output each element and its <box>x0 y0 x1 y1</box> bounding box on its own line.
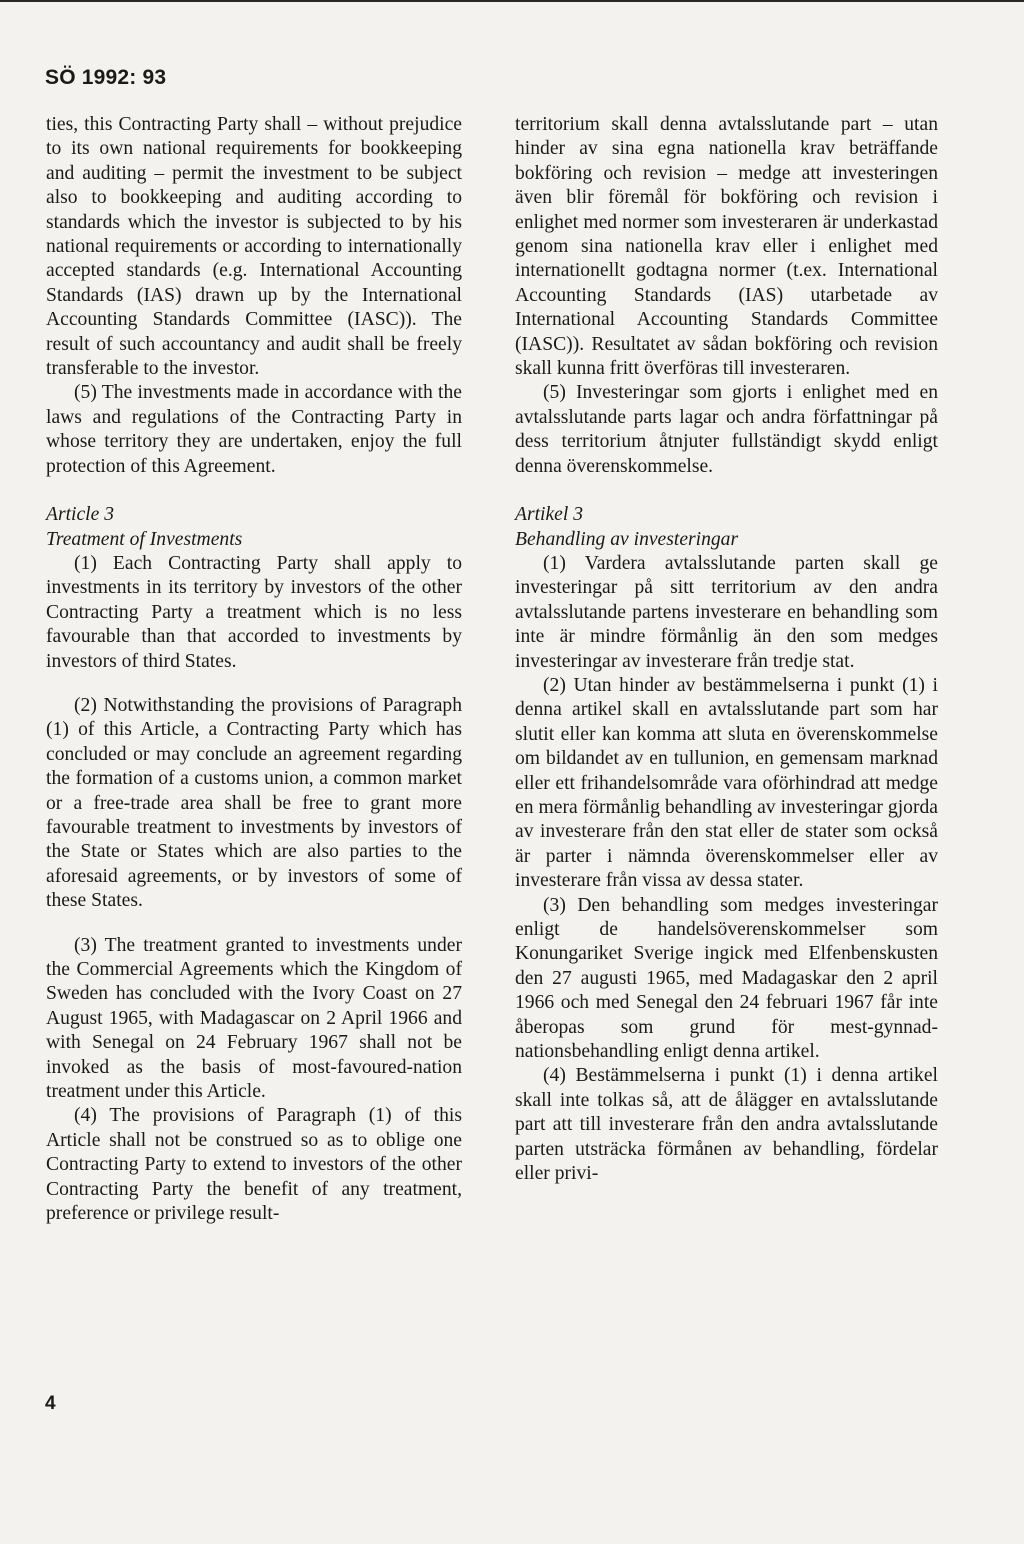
article-heading: Article 3 <box>46 504 115 526</box>
article-title: Treatment of Investments <box>46 528 243 550</box>
paragraph: (5) The investments made in accordance with the laws and regulations of the Contracting Party in whose territory they are undertaken, enjoy the full protection of this Agreement. <box>46 382 462 477</box>
document-reference: SÖ 1992: 93 <box>45 66 167 89</box>
top-rule <box>0 0 1024 2</box>
paragraph: (3) Den behandling som medges investeringar enligt de handelsöverenskommelser som Konungariket Sverige ingick med Elfenbenskusten den 27 augusti 1965, med Madagaskar den 2 april 1966 och med Senegal den 24 februari 1967 får inte åberopas som grund för mest-gynnad-nationsbehandling enligt denna artikel. <box>515 894 938 1063</box>
paragraph: ties, this Contracting Party shall – without prejudice to its own national requirements for bookkeeping and auditing – permit the investment to be subject also to bookkeeping and auditing according to standards which the investor is subjected to by his national requirements or according to internationally accepted standards (e.g. International Accounting Standards (IAS) drawn up by the International Accounting Standards Committee (IASC)). The result of such accountancy and audit shall be freely transferable to the investor. <box>46 114 462 380</box>
paragraph: (2) Notwithstanding the provisions of Paragraph (1) of this Article, a Contracting Party which has concluded or may conclude an agreement regarding the formation of a customs union, a common market or a free-trade area shall be free to grant more favourable treatment to investments by investors of the State or States which are also parties to the aforesaid agreements, or by investors of some of these States. <box>46 694 462 912</box>
paragraph: (1) Vardera avtalsslutande parten skall ge investeringar på sitt territorium av den andra avtalsslutande partens investerare en behandling som inte är mindre förmånlig än den som medges investeringar av investerare från tredje stat. <box>515 552 938 672</box>
page-number: 4 <box>45 1393 56 1414</box>
paragraph: (3) The treatment granted to investments under the Commercial Agreements which the Kingdom of Sweden has concluded with the Ivory Coast on 27 August 1965, with Madagascar on 2 April 1966 and with Senegal on 24 February 1967 shall not be invoked as the basis of most-favoured-nation treatment under this Article. <box>46 934 462 1103</box>
english-column <box>46 113 462 1226</box>
paragraph: (4) The provisions of Paragraph (1) of this Article shall not be construed so as to oblige one Contracting Party to extend to investors of the other Contracting Party the benefit of any treatment, preference or privilege result- <box>46 1105 462 1225</box>
paragraph: (4) Bestämmelserna i punkt (1) i denna artikel skall inte tolkas så, att de ålägger en avtalsslutande part att till investerare från den andra avtalsslutande parten utsträcka förmånen av behandling, fördelar eller privi- <box>515 1065 938 1185</box>
paragraph: (1) Each Contracting Party shall apply to investments in its territory by investors of the other Contracting Party a treatment which is no less favourable than that accorded to investments by investors of third States. <box>46 552 462 672</box>
paragraph: (2) Utan hinder av bestämmelserna i punkt (1) i denna artikel skall en avtalsslutande part som har slutit eller kan komma att sluta en överenskommelse om bildandet av en tullunion, en gemensam marknad eller ett frihandelsområde vara oförhindrad att medge en mera förmånlig behandling av investeringar gjorda av investerare från den stat eller de stater som också är parter i nämnda överenskommelser eller av investerare från vissa av dessa stater. <box>515 674 938 892</box>
article-heading: Artikel 3 <box>515 504 584 526</box>
paragraph: territorium skall denna avtalsslutande part – utan hinder av sina egna nationella krav beträffande bokföring och revision – medge att investeringen även blir föremål för bokföring och revision i enlighet med normer som investeraren är underkastad genom sina nationella krav eller i enlighet med internationellt godtagna normer (t.ex. International Accounting Standards (IAS) utarbetade av International Accounting Standards Committee (IASC)). Resultatet av sådan bokföring och revision skall kunna fritt överföras till investeraren. <box>515 114 938 380</box>
swedish-column <box>515 113 938 1186</box>
paragraph: (5) Investeringar som gjorts i enlighet med en avtalsslutande parts lagar och andra författningar på dess territorium åtnjuter fullständigt skydd enligt denna överenskommelse. <box>515 382 938 477</box>
article-title: Behandling av investeringar <box>515 528 739 550</box>
